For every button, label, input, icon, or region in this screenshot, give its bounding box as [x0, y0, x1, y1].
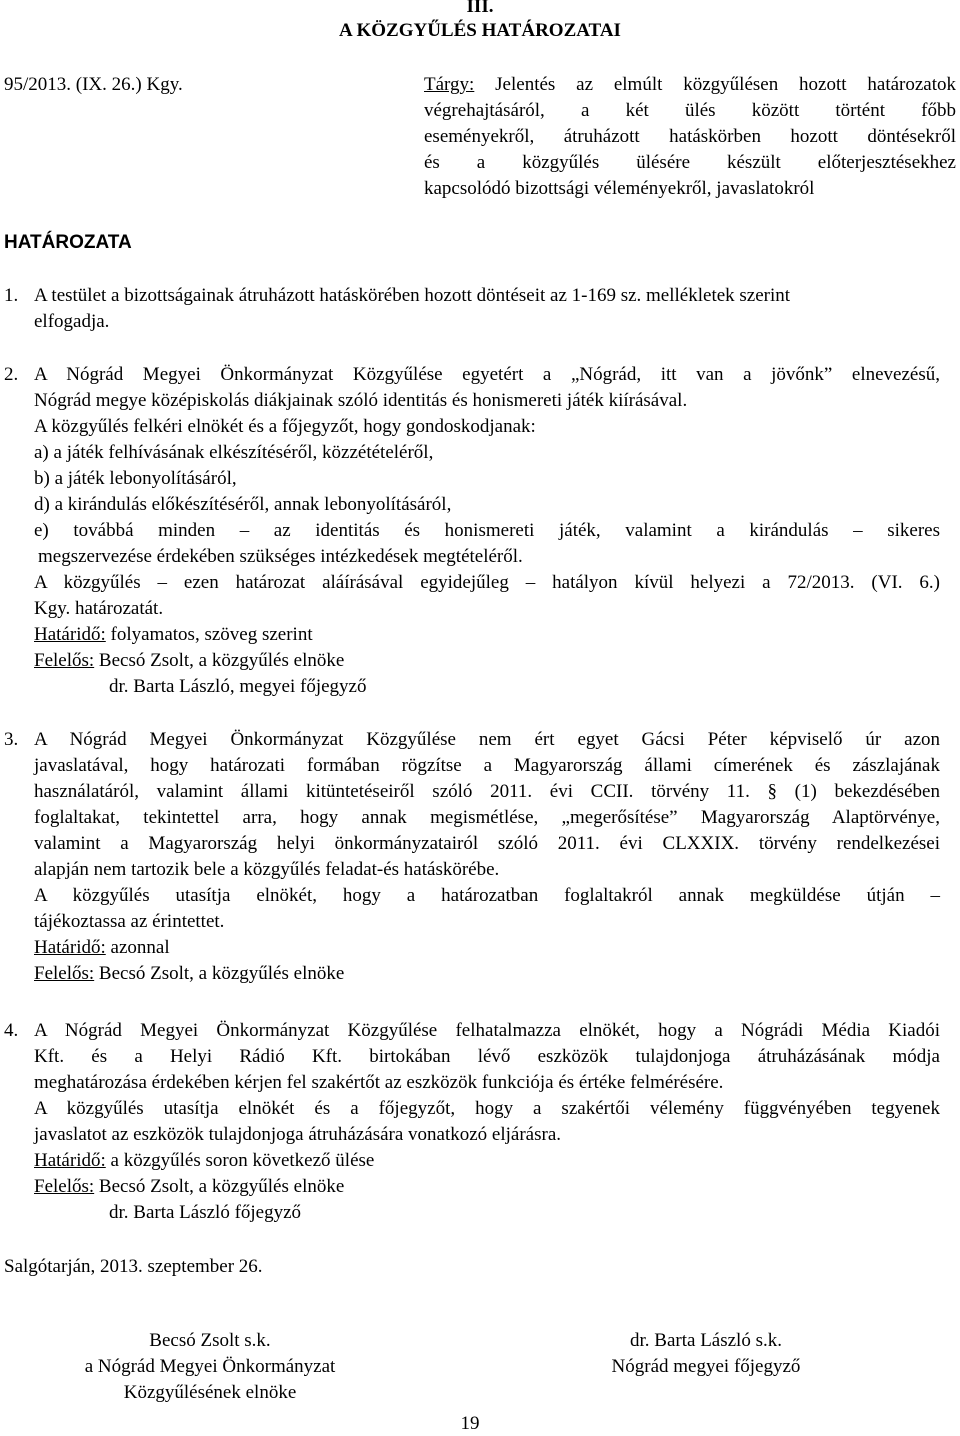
responsible-label: Felelős: — [34, 1176, 95, 1197]
signature-right-role: Nógrád megyei főjegyző — [611, 1356, 801, 1377]
deadline-label: Határidő: — [34, 624, 106, 645]
item-3-line-3: használatáról, valamint állami kitüntetéseiről szóló 2011. évi CCII. törvény 11. § (1) bekezdésében — [34, 781, 940, 802]
subject-line-4: és a közgyűlés ülésére készült előterjesztésekhez — [424, 152, 956, 173]
subject-block — [424, 74, 956, 200]
decision-heading: HATÁROZATA — [4, 232, 132, 253]
signature-left-name: Becsó Zsolt s.k. — [149, 1330, 271, 1351]
item-3-number: 3. — [4, 729, 19, 750]
deadline-value: a közgyűlés soron következő ülése — [105, 1150, 375, 1171]
subject-text: Jelentés az elmúlt közgyűlésen hozott határozatok — [495, 74, 957, 95]
section-roman-numeral: III. — [466, 0, 494, 17]
deadline-value: folyamatos, szöveg szerint — [105, 624, 313, 645]
subject-label: Tárgy: — [424, 74, 475, 95]
item-2-responsible — [34, 650, 344, 672]
item-4-number: 4. — [4, 1020, 19, 1041]
deadline-label: Határidő: — [34, 937, 106, 958]
item-2-point-d: d) a kirándulás előkészítéséről, annak lebonyolításáról, — [34, 494, 452, 515]
signature-left-role: Közgyűlésének elnöke — [123, 1382, 297, 1403]
item-3-line-6: alapján nem tartozik bele a közgyűlés feladat-és hatáskörébe. — [34, 859, 500, 880]
item-2-line-1: A Nógrád Megyei Önkormányzat Közgyűlése egyetért a „Nógrád, itt van a jövőnk” elnevezésű, — [34, 364, 940, 385]
item-3-block — [34, 729, 940, 985]
item-2-line-3: A közgyűlés felkéri elnökét és a főjegyzőt, hogy gondoskodjanak: — [34, 416, 536, 437]
item-2-point-e-line-2: megszervezése érdekében szükséges intézkedések megtételéről. — [38, 546, 523, 567]
responsible-value: Becsó Zsolt, a közgyűlés elnöke — [94, 650, 345, 671]
item-2-point-a: a) a játék felhívásának elkészítéséről, közzétételéről, — [34, 442, 434, 463]
item-2-line-5: Kgy. határozatát. — [34, 598, 164, 619]
signature-right-name: dr. Barta László s.k. — [630, 1330, 782, 1351]
item-3-responsible — [34, 963, 940, 985]
item-4-responsible-2: dr. Barta László főjegyző — [109, 1202, 302, 1223]
signature-right — [556, 1330, 856, 1378]
subject-line-2: végrehajtásáról, a két ülés között történt főbb — [424, 100, 956, 121]
resolution-number: 95/2013. (IX. 26.) Kgy. — [4, 74, 183, 95]
item-4-line-3: meghatározása érdekében kérjen fel szakértőt az eszközök funkciója és értéke felmérésére. — [34, 1072, 724, 1093]
item-2-point-b: b) a játék lebonyolításáról, — [34, 468, 237, 489]
item-2-responsible-2: dr. Barta László, megyei főjegyző — [109, 676, 367, 697]
item-3-deadline — [34, 937, 940, 959]
item-4-line-2: Kft. és a Helyi Rádió Kft. birtokában lévő eszközök tulajdonjoga átruházásának módja — [34, 1046, 940, 1067]
item-3-line-4: foglaltakat, tekintettel arra, hogy annak megismétlése, „megerősítése” Magyarország Alaptörvénye, — [34, 807, 940, 828]
deadline-value: azonnal — [105, 937, 170, 958]
item-4-deadline — [34, 1150, 940, 1172]
section-title: A KÖZGYŰLÉS HATÁROZATAI — [339, 20, 621, 41]
item-2-line-4: A közgyűlés – ezen határozat aláírásával egyidejűleg – hatályon kívül helyezi a 72/2013. (VI. 6.) — [34, 572, 940, 593]
subject-line-5: kapcsolódó bizottsági véleményekről, javaslatokról — [424, 178, 815, 199]
item-3-line-2: javaslatával, hogy határozati formában rögzítse a Magyarország állami címerének és zászlajának — [34, 755, 940, 776]
item-1-line-1: A testület a bizottságainak átruházott hatáskörében hozott döntéseit az 1-169 sz. mellékletek szerint — [34, 285, 791, 306]
responsible-value: Becsó Zsolt, a közgyűlés elnöke — [94, 1176, 345, 1197]
item-3-line-1: A Nógrád Megyei Önkormányzat Közgyűlése nem ért egyet Gácsi Péter képviselő úr azon — [34, 729, 940, 750]
item-2-point-e-line-1: e) továbbá minden – az identitás és honismereti játék, valamint a kirándulás – sikeres — [34, 520, 940, 541]
signature-left-org: a Nógrád Megyei Önkormányzat — [84, 1356, 336, 1377]
item-2-number: 2. — [4, 364, 19, 385]
responsible-label: Felelős: — [34, 963, 95, 984]
responsible-value: Becsó Zsolt, a közgyűlés elnöke — [94, 963, 345, 984]
place-and-date: Salgótarján, 2013. szeptember 26. — [4, 1256, 263, 1277]
page-number: 19 — [460, 1413, 480, 1434]
item-3-line-7: A közgyűlés utasítja elnökét, hogy a határozatban foglaltakról annak megküldése útján – — [34, 885, 940, 906]
item-4-block — [34, 1020, 940, 1224]
item-3-line-5: valamint a Magyarország helyi önkormányzatairól szóló 2011. évi CLXXIX. törvény rendelkezései — [34, 833, 940, 854]
item-4-line-5: javaslatot az eszközök tulajdonjoga átruházására vonatkozó eljárásra. — [34, 1124, 562, 1145]
item-2-deadline — [34, 624, 313, 646]
item-4-line-1: A Nógrád Megyei Önkormányzat Közgyűlése felhatalmazza elnökét, hogy a Nógrádi Média Kiadói — [34, 1020, 940, 1041]
subject-line-3: eseményekről, átruházott hatáskörben hozott döntésekről — [424, 126, 956, 147]
item-2-line-2: Nógrád megye középiskolás diákjainak szóló identitás és honismereti játék kiírásával. — [34, 390, 688, 411]
responsible-label: Felelős: — [34, 650, 95, 671]
item-4-line-4: A közgyűlés utasítja elnökét és a főjegyzőt, hogy a szakértői vélemény függvényében tegyenek — [34, 1098, 940, 1119]
item-3-line-8: tájékoztassa az érintettet. — [34, 911, 225, 932]
subject-line-1 — [424, 74, 956, 96]
item-1-line-2: elfogadja. — [34, 311, 110, 332]
item-4-responsible — [34, 1176, 940, 1198]
signature-left — [60, 1330, 360, 1404]
deadline-label: Határidő: — [34, 1150, 106, 1171]
item-1-number: 1. — [4, 285, 19, 306]
